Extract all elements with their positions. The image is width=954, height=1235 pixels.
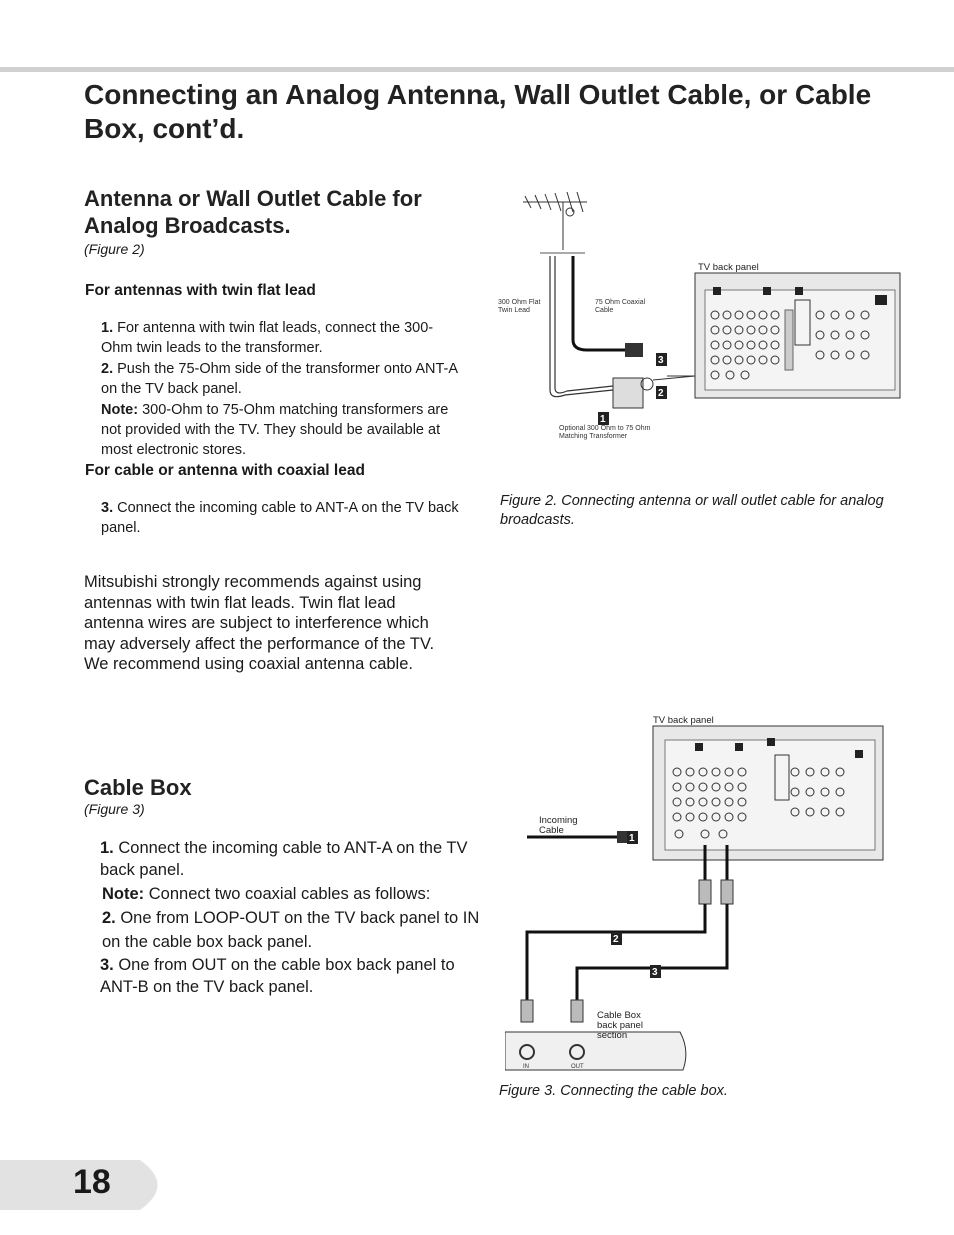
- label-line: Cable: [539, 825, 564, 836]
- step-2-cable-box: [102, 906, 482, 954]
- coax-connector-icon: [625, 343, 643, 357]
- label-line: 300 Ohm Flat: [498, 299, 541, 306]
- svg-text:3: 3: [652, 967, 658, 978]
- coax-connector-icon: [571, 1000, 583, 1022]
- label-line: Matching Transformer: [559, 433, 628, 440]
- page-number: 18: [73, 1163, 111, 1201]
- subheading-coaxial-lead: For cable or antenna with coaxial lead: [85, 462, 365, 479]
- step-1-cable-box: [100, 837, 472, 881]
- warning-paragraph: Mitsubishi strongly recommends against using antennas with twin flat leads. Twin flat lead antenna wires are subject to interference which may adversely affect the performance of the TV. We recommend using coaxial antenna cable.: [84, 573, 435, 673]
- in-port-label: IN: [523, 1064, 529, 1070]
- twin-lead-wire: [550, 256, 613, 397]
- tv-back-panel: [653, 726, 883, 860]
- coax-label: [595, 299, 646, 314]
- svg-text:2: 2: [658, 388, 664, 399]
- step-number: 3.: [100, 956, 114, 974]
- svg-text:3: 3: [658, 355, 664, 366]
- step-number: 1.: [100, 839, 114, 857]
- callout-2: [656, 386, 667, 399]
- twin-lead-wire: [555, 256, 613, 393]
- subheading-twin-flat-lead: For antennas with twin flat lead: [85, 282, 316, 299]
- note-label: Note:: [102, 885, 145, 903]
- coax-connector-icon: [521, 1000, 533, 1022]
- top-rule: [0, 67, 954, 72]
- figure-3-caption: Figure 3. Connecting the cable box.: [499, 1083, 728, 1099]
- callout-3: [656, 353, 667, 366]
- callout-1: [627, 831, 638, 844]
- step-1-antenna: [101, 318, 463, 358]
- section-heading-cable-box: Cable Box: [84, 775, 192, 800]
- step-number: 3.: [101, 500, 114, 516]
- coax-connector-icon: [721, 880, 733, 904]
- label-line: Cable: [595, 307, 614, 314]
- figure-3-diagram: [505, 710, 890, 1075]
- step-3-cable-box: [100, 954, 480, 998]
- note-transformers: [101, 400, 463, 460]
- out-port-label: OUT: [571, 1064, 584, 1070]
- tv-back-panel-label: TV back panel: [653, 715, 714, 726]
- figure-3-reference: (Figure 3): [84, 801, 145, 817]
- tv-back-panel-label: TV back panel: [698, 262, 759, 273]
- note-text: Connect two coaxial cables as follows:: [144, 885, 431, 903]
- step-3-antenna: [101, 498, 463, 538]
- step-text: Push the 75-Ohm side of the transformer onto ANT-A on the TV back panel.: [101, 361, 458, 397]
- step-number: 2.: [101, 361, 114, 377]
- label-line: back panel: [597, 1020, 643, 1031]
- antenna-icon: [523, 192, 587, 250]
- cable-2: [527, 904, 705, 1000]
- transformer-icon: [613, 378, 643, 408]
- label-line: Cable Box: [597, 1010, 641, 1021]
- step-text: Connect the incoming cable to ANT-A on the TV back panel.: [100, 839, 468, 879]
- cable-line: [653, 376, 695, 380]
- note-cable-box: [102, 883, 474, 905]
- callout-3: [650, 965, 661, 978]
- label-line: section: [597, 1030, 628, 1041]
- step-number: 2.: [102, 909, 116, 927]
- callout-1: [598, 412, 609, 425]
- step-number: 1.: [101, 320, 114, 336]
- transformer-label: [559, 425, 651, 440]
- step-2-antenna: [101, 359, 463, 399]
- coax-connector-icon: [699, 880, 711, 904]
- note-text: 300-Ohm to 75-Ohm matching transformers are not provided with the TV. They should be available at most electronic stores.: [101, 402, 449, 458]
- step-text: One from LOOP-OUT on the TV back panel to IN on the cable box back panel.: [102, 909, 480, 951]
- section-heading-antenna: Antenna or Wall Outlet Cable for Analog Broadcasts.: [84, 186, 422, 238]
- cable-box-panel: [505, 1032, 686, 1070]
- figure-2-caption: Figure 2. Connecting antenna or wall outlet cable for analog broadcasts.: [500, 493, 884, 528]
- step-text: One from OUT on the cable box back panel to ANT-B on the TV back panel.: [100, 956, 455, 996]
- step-text: For antenna with twin flat leads, connect the 300-Ohm twin leads to the transformer.: [101, 320, 434, 356]
- label-line: Optional 300 Ohm to 75 Ohm: [559, 425, 651, 432]
- step-text: Connect the incoming cable to ANT-A on the TV back panel.: [101, 500, 459, 536]
- label-line: 75 Ohm Coaxial: [595, 299, 646, 306]
- label-line: Twin Lead: [498, 307, 530, 314]
- svg-text:1: 1: [629, 833, 635, 844]
- incoming-cable-label: [539, 815, 578, 836]
- note-label: Note:: [101, 402, 139, 418]
- figure-2-diagram: [495, 190, 905, 445]
- page-title: Connecting an Analog Antenna, Wall Outlet Cable, or Cable Box, cont’d.: [84, 79, 872, 144]
- svg-text:1: 1: [600, 414, 606, 425]
- label-line: Incoming: [539, 815, 578, 826]
- figure-2-reference: (Figure 2): [84, 241, 145, 257]
- svg-text:2: 2: [613, 934, 619, 945]
- callout-2: [611, 932, 622, 945]
- tv-back-panel: [695, 273, 900, 398]
- twin-lead-label: [498, 299, 540, 314]
